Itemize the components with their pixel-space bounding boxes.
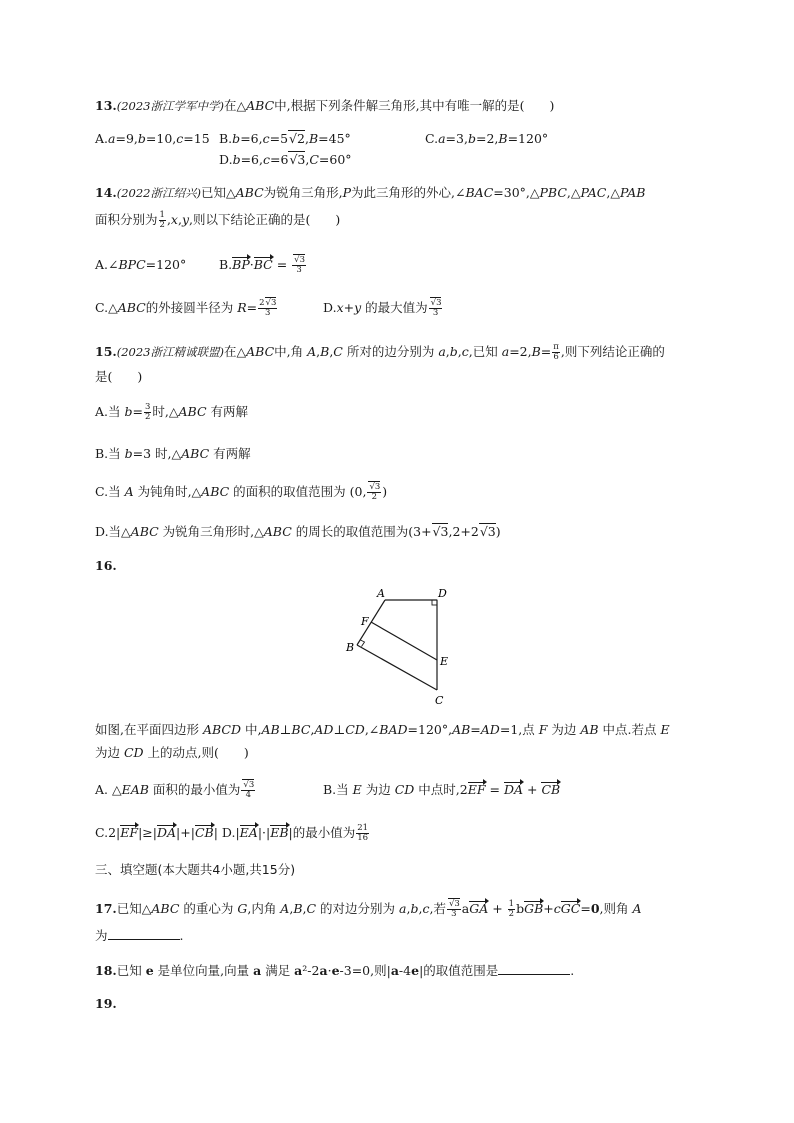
label-f: F — [361, 615, 369, 628]
q13-number: 13. — [95, 98, 117, 113]
q15-stem-line2: 是( ) — [95, 369, 143, 384]
label-c: C — [435, 694, 444, 705]
label-e: E — [440, 655, 449, 668]
right-angle-b — [361, 640, 365, 647]
q14-source: (2022浙江绍兴) — [116, 186, 201, 200]
q15-source: (2023浙江精诚联盟) — [116, 345, 224, 359]
q15-stem-line1: 15.(2023浙江精诚联盟)在△ABC中,角 A,B,C 所对的边分别为 a,b,c,已知 a=2,B= $\frac{\pi}{6}$ ,则下列结论正确的 — [95, 342, 665, 362]
q14-option-b: B.BP·BC = $\frac{√3}{3}$ — [219, 255, 305, 275]
q13-stem: 13.(2023浙江学军中学)在△ABC中,根据下列条件解三角形,其中有唯一解的是( ) — [95, 98, 555, 113]
q18-answer-blank[interactable] — [498, 962, 570, 975]
q14-option-d: D.x+y 的最大值为 $\frac{√3}{3}$ — [323, 298, 442, 318]
section-3-heading: 三、填空题(本大题共4小题,共15分) — [95, 862, 296, 877]
q14-stem-line2: 面积分别为 $\frac{1}{2}$ ,x,y,则以下结论正确的是( ) — [95, 210, 341, 230]
q15-option-b: B.当 b=3 时,△ABC 有两解 — [95, 446, 251, 461]
q14-stem-line1: 14.(2022浙江绍兴)已知△ABC为锐角三角形,P为此三角形的外心,∠BAC=30°,△PBC,△PAC,△PAB — [95, 185, 646, 200]
q17-stem-line2: 为 . — [95, 928, 184, 943]
q18-number: 18. — [95, 963, 117, 978]
q13-source: (2023浙江学军中学) — [116, 99, 224, 113]
segment-fe — [371, 622, 437, 660]
q13-option-a: A.a=9,b=10,c=15 — [95, 131, 210, 146]
q13-option-d: D.b=6,c=6√3,C=60° — [219, 152, 352, 167]
q15-option-c: C.当 A 为钝角时,△ABC 的面积的取值范围为 (0, $\frac{√3}{2}$ ) — [95, 482, 388, 502]
q16-option-b: B.当 E 为边 CD 中点时,2EF = DA + CB — [323, 782, 561, 797]
edge-bc — [357, 645, 437, 690]
q15-option-a: A.当 b= $\frac{3}{2}$ 时,△ABC 有两解 — [95, 402, 248, 422]
q14-number: 14. — [95, 185, 117, 200]
right-angle-d — [432, 600, 437, 605]
label-a: A — [377, 587, 385, 600]
q17-number: 17. — [95, 901, 117, 916]
label-b: B — [346, 641, 355, 654]
q15-option-d: D.当△ABC 为锐角三角形时,△ABC 的周长的取值范围为(3+√3,2+2√3) — [95, 524, 501, 539]
q16-option-c-d: C.2|EF|≥|DA|+|CB| D.|EA|·|EB|的最小值为 $\frac{21}{16}$ — [95, 823, 369, 843]
q18-stem: 18.已知 e 是单位向量,向量 a 满足 a²-2a·e-3=0,则|a-4e|的取值范围是 . — [95, 963, 575, 978]
q16-number: 16. — [95, 558, 117, 573]
q14-option-c: C.△ABC的外接圆半径为 R= $\frac{2√3}{3}$ — [95, 298, 277, 318]
q13-option-c: C.a=3,b=2,B=120° — [425, 131, 549, 146]
q17-stem-line1: 17.已知△ABC 的重心为 G,内角 A,B,C 的对边分别为 a,b,c,若 $\frac{√3}{3}$ aGA + $\frac{1}{2}$ bGB+cGC=0,则角 A — [95, 899, 642, 919]
q14-option-a: A.∠BPC=120° — [95, 257, 187, 272]
label-d: D — [438, 587, 447, 600]
q16-option-a: A. △EAB 面积的最小值为 $\frac{√3}{4}$ — [95, 780, 255, 800]
q17-answer-blank[interactable] — [108, 927, 180, 940]
q19-number: 19. — [95, 996, 117, 1011]
q13-option-b: B.b=6,c=5√2,B=45° — [219, 131, 351, 146]
q16-stem-line1: 如图,在平面四边形 ABCD 中,AB⊥BC,AD⊥CD,∠BAD=120°,AB=AD=1,点 F 为边 AB 中点.若点 E — [95, 722, 670, 737]
q16-quadrilateral-figure — [340, 585, 460, 705]
q15-number: 15. — [95, 344, 117, 359]
q16-stem-line2: 为边 CD 上的动点,则( ) — [95, 745, 249, 760]
